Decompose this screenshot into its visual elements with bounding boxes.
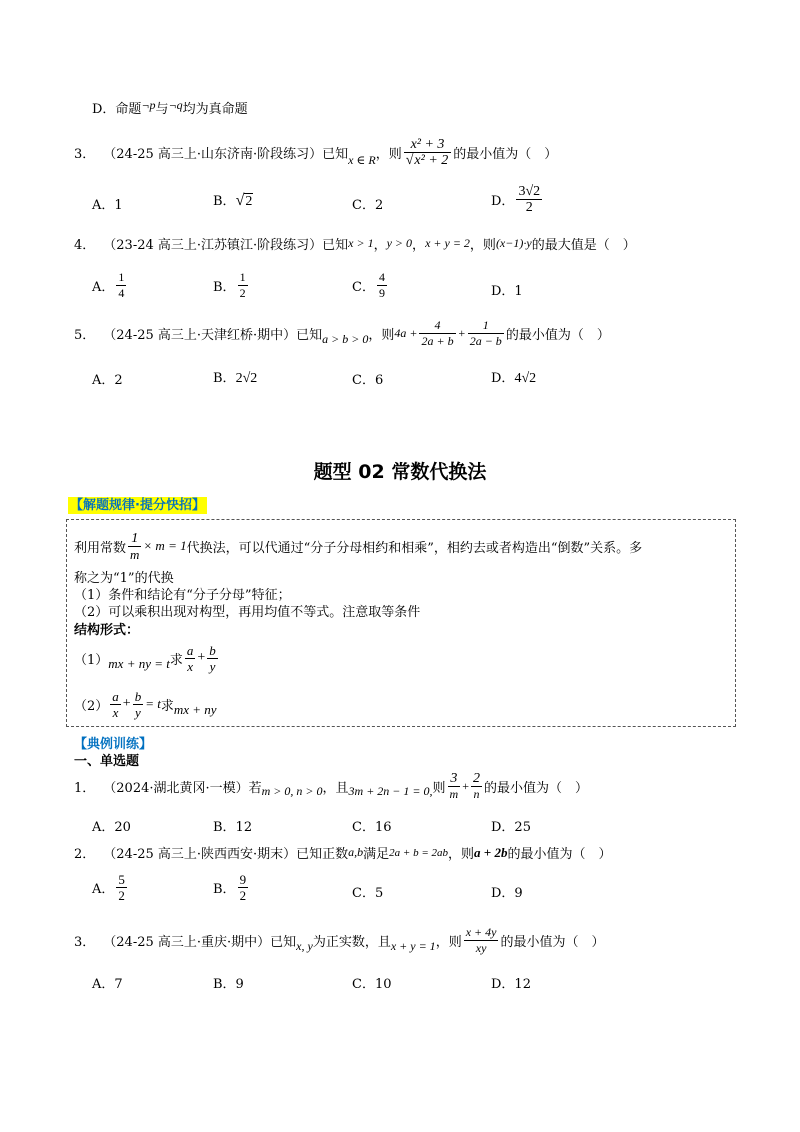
example-3-option-b[interactable]: B．9	[213, 977, 244, 992]
sqrt-symbol: √	[235, 192, 245, 209]
question-source: （2024·湖北黄冈·一模）若	[103, 780, 262, 796]
fraction-denominator: 4	[118, 286, 125, 300]
question-source: （24-25 高三上·山东济南·阶段练习）已知	[103, 146, 349, 162]
example-2-option-b[interactable]	[213, 872, 250, 903]
mid-text: 满足	[363, 847, 390, 862]
example-1-stem	[74, 766, 588, 806]
option-label: D．	[491, 371, 515, 386]
fraction-numerator: 1	[128, 531, 141, 547]
option-d-label: D．	[491, 194, 515, 209]
plus-sign: +	[462, 778, 469, 793]
fraction-numerator: 3	[448, 771, 461, 787]
question-number: 4．	[74, 238, 96, 253]
condition-3: x + y = 2	[425, 236, 470, 250]
question-tail: 的最小值为（ ）	[500, 934, 605, 950]
box-line-3: （1）条件和结论有“分子分母”特征；	[74, 588, 291, 603]
fraction-denominator: y	[209, 658, 216, 674]
question-5-option-c[interactable]: C．6	[352, 373, 384, 388]
structure-1	[74, 638, 220, 678]
fraction-denominator: 2	[525, 200, 533, 215]
option-fraction	[116, 270, 126, 301]
box-fraction	[128, 531, 141, 562]
option-label: A．	[92, 280, 115, 295]
structure-1-label: （1）	[74, 652, 109, 668]
expression: a + 2b	[474, 844, 508, 860]
example-1-option-b[interactable]: B．12	[213, 820, 253, 835]
then-text: 则	[432, 780, 446, 796]
and-word: 与	[155, 102, 169, 117]
fraction-denominator: x	[187, 658, 194, 674]
question-3-option-d[interactable]	[491, 184, 544, 215]
question-number: 2．	[74, 847, 96, 862]
tip-label	[68, 494, 207, 513]
question-3-stem	[74, 130, 557, 174]
question-4-option-b[interactable]	[213, 270, 250, 301]
single-choice-label: 一、单选题	[74, 754, 140, 769]
box-math: × m = 1	[143, 538, 187, 553]
example-1-option-a[interactable]: A．20	[92, 820, 131, 835]
fraction-denominator: 2a + b	[421, 334, 454, 348]
fraction-numerator: a	[186, 642, 194, 658]
fraction-b-y	[133, 689, 144, 720]
fraction-a-x	[185, 643, 196, 674]
fraction-denominator: 2	[239, 888, 247, 903]
fraction-1	[419, 318, 455, 349]
plus-sign: +	[197, 650, 206, 665]
option-fraction	[116, 872, 127, 903]
box-line-2: 称之为“1”的代换	[74, 571, 174, 586]
question-4-option-d[interactable]: D．1	[491, 284, 523, 299]
question-source: （24-25 高三上·陕西西安·期末）已知正数	[103, 847, 349, 862]
fraction-a-x	[110, 689, 121, 720]
then-text: ，则	[368, 328, 395, 343]
question-tail: 的最小值为（ ）	[483, 780, 588, 796]
condition-1: x > 1	[348, 236, 374, 250]
fraction-1	[448, 771, 461, 802]
then-text: ，则	[375, 146, 402, 162]
fraction-numerator: x² + 3	[404, 137, 452, 153]
tip-label-text: 【解题规律·提分快招】	[70, 498, 205, 513]
option-label: B．	[213, 882, 236, 897]
structure-1-qiu: 求	[169, 652, 183, 668]
fraction	[404, 137, 452, 168]
mid-text: ，且	[322, 780, 349, 796]
question-tail: 的最小值为（ ）	[507, 847, 612, 862]
option-b-label: B．	[213, 194, 236, 209]
fraction-numerator: 9	[239, 872, 247, 887]
question-4-option-a[interactable]	[92, 270, 128, 301]
fraction-denominator: y	[135, 704, 141, 720]
question-5-option-d[interactable]	[491, 367, 536, 387]
question-tail: 的最大值是（ ）	[531, 238, 636, 253]
question-source: （24-25 高三上·天津红桥·期中）已知	[103, 328, 323, 343]
box-line-1-b: 代换法，可以代通过“分子分母相约和相乘”，相约去或者构造出“倒数”关系。多	[186, 540, 643, 556]
box-line-1-a: 利用常数	[74, 540, 127, 556]
option-label: A．	[92, 882, 115, 897]
question-number: 1．	[74, 780, 96, 796]
structure-2-math: mx + ny	[173, 702, 217, 717]
fraction-denominator: 2a − b	[469, 334, 502, 348]
question-4-stem: 4． （23-24 高三上·江苏镇江·阶段练习）已知 x > 1 ， y > 0 ， x + y = 2 ，则 (x−1)·y 的最大值是（ ）	[74, 236, 636, 253]
question-number: 5．	[74, 328, 96, 343]
question-4-option-c[interactable]	[352, 270, 389, 301]
question-source: （24-25 高三上·重庆·期中）已知	[103, 934, 297, 950]
fraction-numerator: 1	[118, 270, 125, 284]
fraction-2	[468, 318, 504, 349]
example-3-stem	[74, 920, 604, 960]
fraction-denominator: n	[473, 786, 480, 801]
condition: x ∈ R	[348, 152, 376, 167]
condition: m > 0, n > 0	[261, 783, 323, 798]
fraction-denominator: 2	[118, 888, 125, 903]
fraction-denominator: √x² + 2	[405, 152, 449, 168]
question-number: 3．	[74, 146, 96, 162]
fraction-numerator: 2	[472, 770, 480, 786]
option-d-label: D．命题	[92, 102, 142, 117]
question-number: 3．	[74, 934, 96, 950]
then-text: ，则	[469, 238, 496, 253]
then-text: ，则	[448, 847, 475, 862]
example-3-option-c[interactable]: C．10	[352, 977, 392, 992]
option-math: 2√2	[235, 371, 258, 386]
plus-sign: +	[457, 326, 466, 340]
example-label: 【典例训练】	[74, 737, 153, 752]
condition: a > b > 0	[322, 332, 369, 346]
question-5-stem	[74, 318, 610, 349]
example-1-option-d[interactable]: D．25	[491, 820, 531, 835]
example-2-option-c[interactable]: C．5	[352, 886, 384, 901]
not-q: ¬q	[168, 98, 183, 112]
question-3-option-c[interactable]: C．2	[352, 198, 384, 213]
question-tail: 的最小值为（ ）	[453, 146, 558, 162]
question-3-option-a[interactable]: A．1	[92, 198, 123, 213]
structure-2-qiu: 求	[160, 698, 174, 714]
expression: (x−1)·y	[495, 236, 532, 250]
structure-label: 结构形式：	[74, 623, 140, 638]
expression-lead: 4a +	[394, 326, 418, 340]
option-label: B．	[213, 280, 236, 295]
structure-1-math: mx + ny = t	[108, 656, 170, 671]
example-3-option-d[interactable]: D．12	[491, 977, 531, 992]
option-label: C．	[352, 280, 375, 295]
option-label: B．	[213, 371, 236, 386]
sqrt-radicand: x² + 2	[414, 152, 449, 168]
fraction	[464, 925, 499, 956]
option-math: 4√2	[514, 371, 537, 386]
question-3-option-b[interactable]	[213, 190, 253, 210]
fraction-numerator: 1	[239, 270, 246, 284]
plus-sign: +	[122, 696, 131, 711]
fraction-denominator: m	[449, 786, 459, 801]
fraction-denominator: 2	[239, 286, 246, 300]
fraction-b-y	[207, 643, 218, 674]
section-title: 题型 02 常数代换法	[313, 461, 487, 483]
box-line-4: （2）可以乘积出现对构型，再用均值不等式。注意取等条件	[74, 605, 421, 620]
box-line-1	[74, 526, 642, 566]
fraction-2	[471, 771, 482, 802]
question-5-option-b[interactable]	[213, 367, 257, 387]
option-d-fraction	[516, 184, 542, 215]
fraction-numerator: x + 4y	[465, 924, 497, 939]
mid-text: 为正实数，且	[312, 934, 391, 950]
fraction-numerator: a	[112, 688, 119, 704]
fraction-numerator: b	[134, 688, 142, 704]
question-5-option-a[interactable]: A．2	[92, 373, 123, 388]
question-tail: 的最小值为（ ）	[505, 328, 610, 343]
fraction-denominator: x	[112, 704, 119, 720]
option-fraction	[238, 270, 248, 301]
fraction-numerator: 1	[468, 318, 504, 334]
structure-2-label: （2）	[74, 698, 109, 714]
question-source: （23-24 高三上·江苏镇江·阶段练习）已知	[103, 238, 349, 253]
option-b-radicand: 2	[245, 194, 253, 209]
example-2-option-a[interactable]	[92, 872, 129, 903]
not-p: ¬p	[141, 98, 156, 112]
option-fraction	[238, 872, 249, 903]
prev-option-d	[92, 98, 248, 117]
condition-2: 3m + 2n − 1 = 0,	[348, 783, 433, 798]
fraction-numerator: 4	[378, 270, 385, 284]
example-2-stem	[74, 843, 611, 862]
variables: x, y	[296, 938, 313, 953]
condition: x + y = 1	[390, 938, 436, 953]
condition: 2a + b = 2ab	[389, 846, 449, 859]
fraction-numerator: 4	[419, 318, 455, 334]
option-fraction	[377, 270, 387, 301]
fraction-numerator: 5	[118, 872, 125, 887]
example-3-option-a[interactable]: A．7	[92, 977, 123, 992]
fraction-denominator: xy	[475, 940, 487, 955]
fraction-numerator: 3√2	[518, 184, 541, 199]
fraction-denominator: m	[130, 546, 140, 562]
condition-2: y > 0	[386, 236, 413, 250]
fraction-denominator: 9	[378, 286, 385, 300]
then-text: ，则	[435, 934, 462, 950]
example-2-option-d[interactable]: D．9	[491, 886, 523, 901]
fraction-numerator: b	[209, 642, 216, 658]
variables: a,b	[348, 845, 364, 859]
example-1-option-c[interactable]: C．16	[352, 820, 392, 835]
structure-2	[74, 684, 217, 724]
equals-t: = t	[145, 696, 161, 711]
option-d-tail: 均为真命题	[182, 102, 248, 117]
